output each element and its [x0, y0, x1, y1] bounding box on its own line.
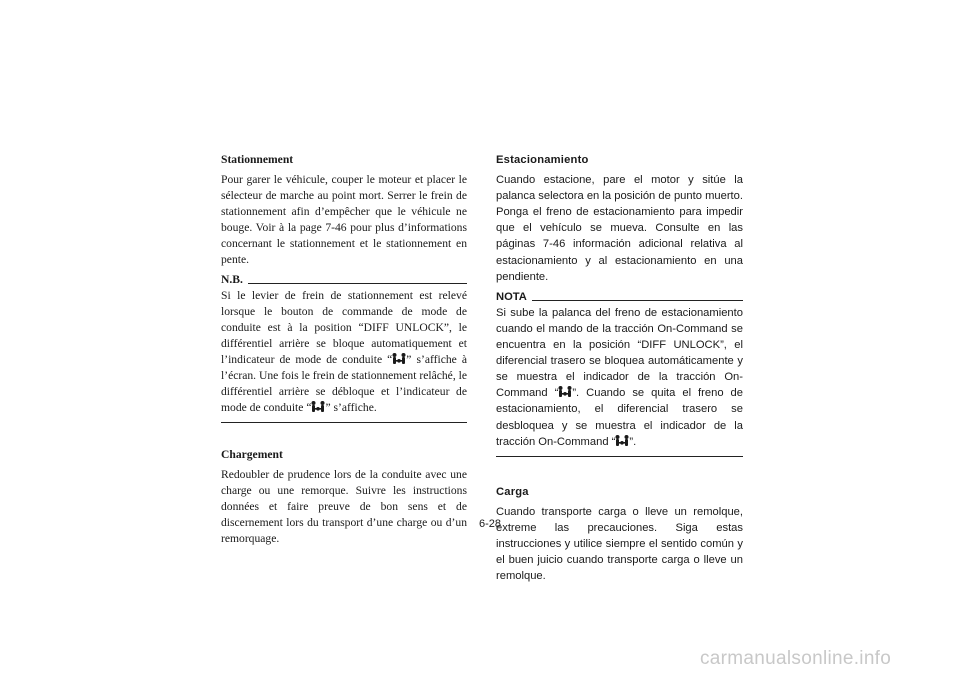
diff-unlock-icon: [615, 434, 629, 447]
diff-unlock-icon: [311, 400, 325, 413]
note-label-es: NOTA: [496, 290, 527, 303]
note-rule-top-fr: [248, 283, 467, 284]
note-header-es: [496, 289, 743, 305]
parking-heading-es: Estacionamiento: [496, 154, 589, 166]
watermark: carmanualsonline.info: [700, 648, 892, 669]
loading-text-fr: Redoubler de prudence lors de la conduite avec une charge ou une remorque. Suivre les instructions données et faire preuve de bon sens et de discernement lors du transport d’une charge ou d’un remorquage.: [221, 468, 467, 545]
loading-heading-fr: Chargement: [221, 448, 283, 461]
diff-unlock-icon: [392, 352, 406, 365]
parking-text-fr: Pour garer le véhicule, couper le moteur et placer le sélecteur de marche au point mort. Serrer le frein de stationnement afin d’empêcher que le véhicule ne bouge. Voir à la page 7-46 pour plus d’informations concernant le stationnement et le stationnement en pente.: [221, 173, 467, 266]
note-text-fr: [221, 288, 467, 416]
note-label-fr: N.B.: [221, 273, 243, 286]
note-text-fr-part3: ” s’affiche.: [325, 401, 377, 414]
note-rule-top-es: [532, 300, 743, 301]
note-text-es: [496, 305, 743, 450]
diff-unlock-icon: [558, 385, 572, 398]
note-text-es-part1: Si sube la palanca del freno de estacionamiento cuando el mando de la tracción On-Command se encuentra en la posición “DIFF UNLOCK”, el diferencial trasero se bloquea automáticamente y se muestra el indicador de la tracción On-Command “: [496, 306, 743, 400]
parking-heading-fr: Stationnement: [221, 153, 294, 166]
loading-text-es: Cuando transporte carga o lleve un remolque, extreme las precauciones. Siga estas instrucciones y utilice siempre el sentido común y el buen juicio cuando transporte carga o lleve un remolque.: [496, 505, 743, 583]
spanish-column: [496, 152, 743, 584]
note-text-es-part3: ”.: [629, 435, 637, 448]
page-number: 6-28: [478, 518, 502, 530]
french-column: [221, 152, 467, 547]
note-text-fr-part2: ” s’affiche à l’écran. Une fois le frein de stationnement relâché, le différentiel arrière se débloque et l’indicateur de mode de conduite “: [221, 353, 467, 414]
note-text-fr-part1: Si le levier de frein de stationnement est relevé lorsque le bouton de commande de mode de conduite est à la position “DIFF UNLOCK”, le différentiel arrière se bloque automatiquement et l’indicateur de mode de conduite “: [221, 289, 467, 366]
parking-text-es: Cuando estacione, pare el motor y sitúe la palanca selectora en la posición de punto muerto. Ponga el freno de estacionamiento para impedir que el vehículo se mueva. Consulte en las páginas 7-46 información adicional relativa al estacionamiento y al estacionamiento en una pendiente.: [496, 174, 743, 283]
note-header-fr: [221, 272, 467, 288]
loading-heading-es: Carga: [496, 485, 529, 498]
note-text-es-part2: ”. Cuando se quita el freno de estacionamiento, el diferencial trasero se desbloquea y se muestra el indicador de la tracción On-Command “: [496, 387, 743, 448]
